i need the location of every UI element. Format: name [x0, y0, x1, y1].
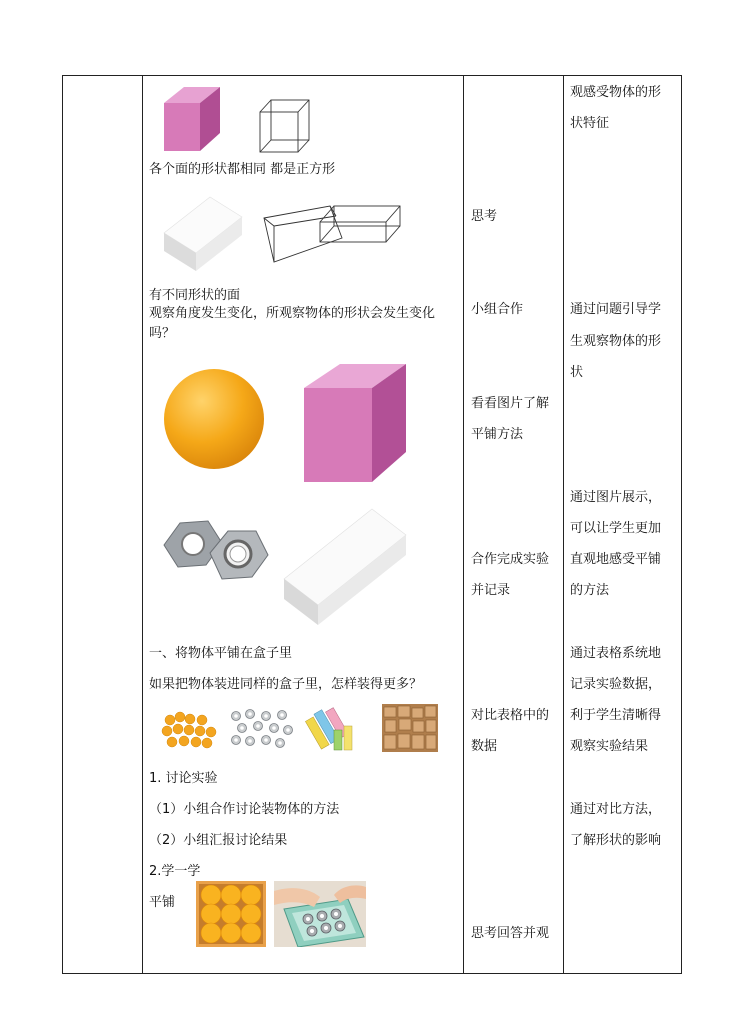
- activity-answer: 思考回答并观: [471, 926, 550, 941]
- note-1-line-1: 观感受物体的形: [570, 85, 662, 100]
- step-1-item-b: （2）小组汇报讨论结果: [149, 833, 288, 848]
- ping-pong-balls-image: [160, 708, 218, 752]
- step-1-item-a: （1）小组合作讨论装物体的方法: [149, 802, 340, 817]
- cuboid-caption: 有不同形状的面: [149, 288, 241, 303]
- large-pink-cube-image: [300, 362, 410, 486]
- section-1-title: 一、将物体平铺在盒子里: [149, 646, 293, 661]
- activity-think: 思考: [471, 209, 498, 224]
- white-cuboid-image: [160, 193, 246, 275]
- note-4-line-2: 记录实验数据，: [570, 677, 662, 692]
- column-divider-1: [142, 75, 143, 974]
- note-2-line-3: 状: [570, 365, 584, 380]
- column-divider-3: [563, 75, 564, 974]
- step-2-label: 2.学一学: [149, 864, 201, 879]
- table-left-border: [62, 75, 63, 974]
- note-4-line-3: 利于学生清晰得: [570, 708, 662, 723]
- table-right-border: [681, 75, 682, 974]
- column-divider-2: [463, 75, 464, 974]
- hex-nuts-image: [158, 517, 270, 583]
- section-1-question: 如果把物体装进同样的盒子里，怎样装得更多？: [149, 677, 423, 692]
- question-line-2: 吗？: [149, 326, 176, 341]
- note-1-line-2: 状特征: [570, 116, 610, 131]
- cube-caption: 各个面的形状都相同 都是正方形: [149, 162, 336, 177]
- tiling-label: 平铺: [149, 895, 176, 910]
- balls-in-box-image: [196, 881, 266, 947]
- note-3-line-4: 的方法: [570, 583, 610, 598]
- activity-group-work: 小组合作: [471, 302, 524, 317]
- note-2-line-1: 通过问题引导学: [570, 302, 662, 317]
- white-block-image: [280, 505, 410, 627]
- table-bottom-border: [62, 973, 682, 974]
- question-line-1: 观察角度发生变化，所观察物体的形状会发生变化: [149, 306, 436, 321]
- note-3-line-2: 可以让学生更加: [570, 521, 662, 536]
- table-top-border: [62, 75, 682, 76]
- note-5-line-1: 通过对比方法，: [570, 802, 662, 817]
- orange-ball-image: [160, 365, 268, 473]
- activity-look-line-1: 看看图片了解: [471, 396, 550, 411]
- wood-blocks-image: [382, 704, 438, 752]
- note-3-line-1: 通过图片展示，: [570, 490, 662, 505]
- note-2-line-2: 生观察物体的形: [570, 334, 662, 349]
- note-5-line-2: 了解形状的影响: [570, 833, 662, 848]
- step-1-label: 1. 讨论实验: [149, 771, 218, 786]
- cube-wireframe-diagram: [255, 97, 315, 157]
- activity-look-line-2: 平铺方法: [471, 427, 524, 442]
- activity-compare-line-1: 对比表格中的: [471, 708, 550, 723]
- hands-placing-nuts-image: [274, 881, 366, 947]
- note-4-line-4: 观察实验结果: [570, 739, 649, 754]
- activity-coop-line-2: 并记录: [471, 583, 511, 598]
- note-4-line-1: 通过表格系统地: [570, 646, 662, 661]
- small-nuts-image: [228, 708, 294, 752]
- chalk-sticks-image: [304, 704, 356, 752]
- note-3-line-3: 直观地感受平铺: [570, 552, 662, 567]
- activity-coop-line-1: 合作完成实验: [471, 552, 550, 567]
- pink-cube-image: [160, 85, 224, 155]
- cuboid-wireframe-diagram: [260, 200, 410, 270]
- activity-compare-line-2: 数据: [471, 739, 498, 754]
